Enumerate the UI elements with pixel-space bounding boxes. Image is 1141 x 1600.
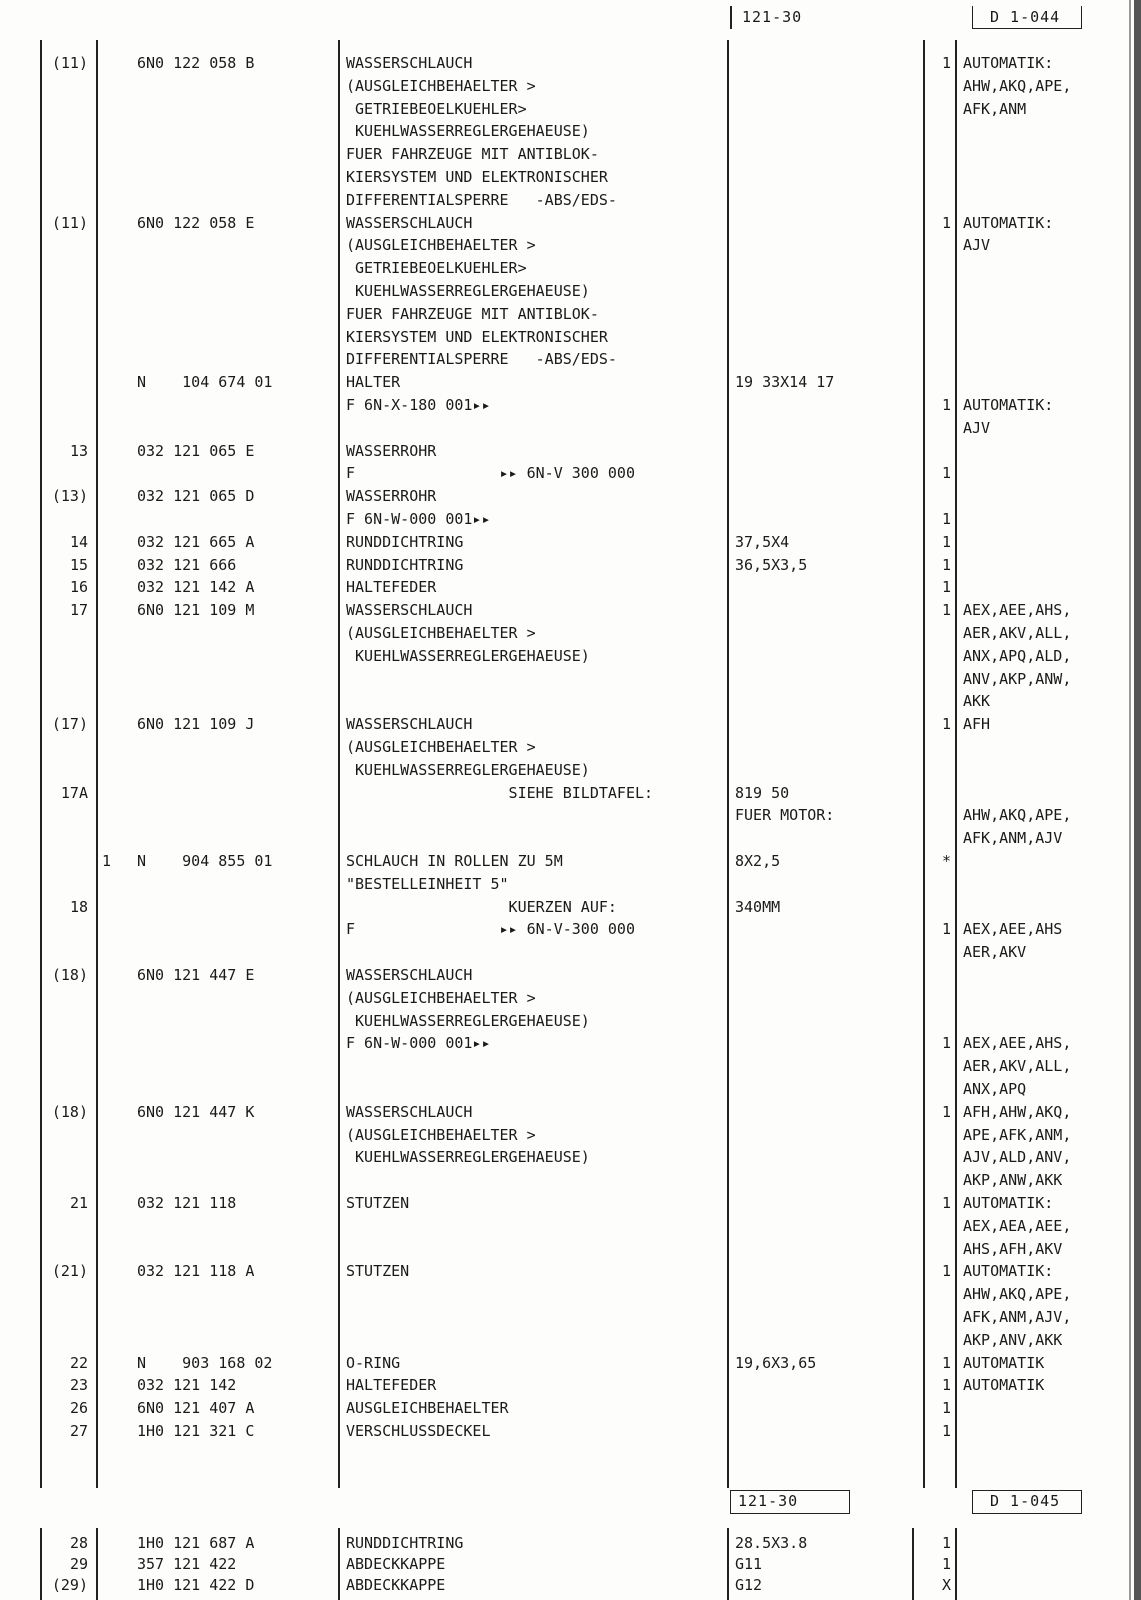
description: RUNDDICHTRING	[346, 532, 464, 551]
remark: ANX,APQ,ALD,	[963, 646, 1072, 665]
quantity: 1	[941, 715, 951, 734]
remark: AER,AKV,ALL,	[963, 624, 1072, 642]
position-number: 18	[69, 897, 88, 916]
part-number: N 104 674 01	[137, 373, 273, 392]
part-number: 032 121 118 A	[137, 1262, 255, 1281]
quantity: *	[941, 852, 951, 870]
scan-edge-line	[1129, 0, 1131, 1600]
col-line-2	[96, 40, 98, 1488]
part-number: 1H0 121 687 A	[137, 1534, 255, 1552]
remark: AUTOMATIK:	[963, 396, 1054, 414]
description: GETRIEBEOELKUEHLER>	[346, 259, 527, 278]
description: (AUSGLEICHBEHAELTER >	[346, 624, 536, 642]
dimension: 19 33X14 17	[735, 373, 835, 392]
quantity: 1	[941, 54, 951, 72]
description: FUER FAHRZEUGE MIT ANTIBLOK-	[346, 304, 599, 323]
header-box-section	[730, 6, 732, 29]
description: WASSERSCHLAUCH	[346, 213, 473, 232]
quantity: X	[941, 1576, 951, 1594]
col2-line-6	[955, 1528, 957, 1600]
position-number: 26	[69, 1399, 88, 1418]
quantity: 1	[941, 532, 951, 551]
position-number: 22	[69, 1353, 88, 1372]
marker: 1	[102, 852, 112, 870]
position-number: (11)	[51, 54, 88, 72]
description: WASSERROHR	[346, 487, 437, 506]
quantity: 1	[941, 1399, 951, 1418]
remark: AHW,AKQ,APE,	[963, 806, 1072, 825]
page-header-bottom	[0, 1490, 1141, 1520]
description: WASSERROHR	[346, 441, 437, 460]
part-number: 032 121 142 A	[137, 578, 255, 597]
remark: AEX,AEE,AHS,	[963, 601, 1072, 620]
description: F ▸▸ 6N-V-300 000	[346, 920, 635, 939]
part-number: 6N0 121 447 K	[137, 1102, 255, 1121]
col2-line-4	[727, 1528, 729, 1600]
remark: AFK,ANM	[963, 99, 1027, 118]
remark: AUTOMATIK	[963, 1353, 1045, 1372]
remark: AHW,AKQ,APE,	[963, 76, 1072, 95]
description: DIFFERENTIALSPERRE -ABS/EDS-	[346, 190, 617, 209]
position-number: (18)	[51, 966, 88, 984]
page-header-top	[0, 0, 1141, 30]
position-number: (17)	[51, 715, 88, 734]
description: ABDECKKAPPE	[346, 1555, 446, 1573]
remark: ANV,AKP,ANW,	[963, 669, 1072, 688]
description: ABDECKKAPPE	[346, 1576, 446, 1594]
remark: AUTOMATIK:	[963, 213, 1054, 232]
remark: AER,AKV,ALL,	[963, 1057, 1072, 1076]
quantity: 1	[941, 510, 951, 528]
remark: AUTOMATIK:	[963, 1194, 1054, 1212]
position-number: 14	[69, 532, 88, 551]
description: KUEHLWASSERREGLERGEHAEUSE)	[346, 122, 590, 141]
description: SCHLAUCH IN ROLLEN ZU 5M	[346, 852, 563, 870]
position-number: (18)	[51, 1102, 88, 1121]
description: KUERZEN AUF:	[346, 897, 617, 916]
remark: AUTOMATIK:	[963, 1262, 1054, 1281]
quantity: 1	[941, 1194, 951, 1212]
description: SIEHE BILDTAFEL:	[346, 783, 654, 802]
quantity: 1	[941, 1376, 951, 1395]
remark: AER,AKV	[963, 943, 1027, 962]
position-number: 13	[69, 441, 88, 460]
dimension: 37,5X4	[735, 532, 790, 551]
remark: AEX,AEE,AHS,	[963, 1034, 1072, 1053]
position-number: 28	[69, 1534, 88, 1552]
remark: AEX,AEA,AEE,	[963, 1216, 1072, 1235]
description: F 6N-W-000 001▸▸	[346, 1034, 491, 1053]
quantity: 1	[941, 1034, 951, 1053]
dimension: 19,6X3,65	[735, 1353, 817, 1372]
part-number: 6N0 121 407 A	[137, 1399, 255, 1418]
description: RUNDDICHTRING	[346, 555, 464, 574]
description: KUEHLWASSERREGLERGEHAEUSE)	[346, 760, 590, 779]
quantity: 1	[941, 601, 951, 620]
description: HALTEFEDER	[346, 578, 437, 597]
header2-page: D 1-045	[990, 1492, 1061, 1510]
description: WASSERSCHLAUCH	[346, 601, 473, 620]
position-number: 27	[69, 1422, 88, 1440]
remark: APE,AFK,ANM,	[963, 1125, 1072, 1144]
description: (AUSGLEICHBEHAELTER >	[346, 76, 536, 95]
description: KUEHLWASSERREGLERGEHAEUSE)	[346, 646, 590, 665]
quantity: 1	[941, 1422, 951, 1440]
position-number: (13)	[51, 487, 88, 506]
position-number: (11)	[51, 213, 88, 232]
remark: AEX,AEE,AHS	[963, 920, 1063, 939]
dimension: 819 50	[735, 783, 790, 802]
quantity: 1	[941, 1262, 951, 1281]
position-number: 16	[69, 578, 88, 597]
part-number: 6N0 122 058 E	[137, 213, 255, 232]
remark: AKP,ANV,AKK	[963, 1330, 1063, 1349]
col-line-3	[338, 40, 340, 1488]
remark: AUTOMATIK	[963, 1376, 1045, 1395]
description: STUTZEN	[346, 1262, 410, 1281]
header-section: 121-30	[742, 8, 803, 26]
part-number: 032 121 665 A	[137, 532, 255, 551]
description: F 6N-X-180 001▸▸	[346, 396, 491, 414]
remark: AFH,AHW,AKQ,	[963, 1102, 1072, 1121]
quantity: 1	[941, 1102, 951, 1121]
description: GETRIEBEOELKUEHLER>	[346, 99, 527, 118]
remark: AJV	[963, 418, 991, 437]
description: (AUSGLEICHBEHAELTER >	[346, 1125, 536, 1144]
position-number: (21)	[51, 1262, 88, 1281]
description: HALTEFEDER	[346, 1376, 437, 1395]
quantity: 1	[941, 920, 951, 939]
remark: AUTOMATIK:	[963, 54, 1054, 72]
quantity: 1	[941, 1353, 951, 1372]
part-number: 032 121 065 E	[137, 441, 255, 460]
part-number: 6N0 121 109 J	[137, 715, 255, 734]
position-number: 23	[69, 1376, 88, 1395]
part-number: 1H0 121 321 C	[137, 1422, 255, 1440]
description: VERSCHLUSSDECKEL	[346, 1422, 491, 1440]
quantity: 1	[941, 578, 951, 597]
part-number: 6N0 121 447 E	[137, 966, 255, 984]
part-number: 032 121 142	[137, 1376, 237, 1395]
remark: AFK,ANM,AJV,	[963, 1308, 1072, 1326]
description: WASSERSCHLAUCH	[346, 715, 473, 734]
description: RUNDDICHTRING	[346, 1534, 464, 1552]
part-number: 6N0 122 058 B	[137, 54, 255, 72]
description: DIFFERENTIALSPERRE -ABS/EDS-	[346, 350, 617, 369]
remark: AJV,ALD,ANV,	[963, 1148, 1072, 1167]
header-page: D 1-044	[990, 8, 1061, 26]
position-number: (29)	[51, 1576, 88, 1594]
part-number: 032 121 118	[137, 1194, 237, 1212]
description: KIERSYSTEM UND ELEKTRONISCHER	[346, 168, 608, 186]
quantity: 1	[941, 555, 951, 574]
col2-line-3	[338, 1528, 340, 1600]
scan-edge	[1134, 0, 1141, 1600]
description: AUSGLEICHBEHAELTER	[346, 1399, 509, 1418]
part-number: 6N0 121 109 M	[137, 601, 255, 620]
description: HALTER	[346, 373, 401, 392]
description: KIERSYSTEM UND ELEKTRONISCHER	[346, 327, 608, 346]
remark: AFH	[963, 715, 991, 734]
description: (AUSGLEICHBEHAELTER >	[346, 738, 536, 756]
description: KUEHLWASSERREGLERGEHAEUSE)	[346, 1011, 590, 1030]
quantity: 1	[941, 1534, 951, 1552]
part-number: 032 121 666	[137, 555, 237, 574]
part-number: N 904 855 01	[137, 852, 273, 870]
part-number: 032 121 065 D	[137, 487, 255, 506]
dimension: FUER MOTOR:	[735, 806, 835, 825]
remark: AKP,ANW,AKK	[963, 1171, 1063, 1190]
position-number: 17	[69, 601, 88, 620]
col2-line-5	[912, 1528, 914, 1600]
dimension: 340MM	[735, 897, 781, 916]
description: WASSERSCHLAUCH	[346, 966, 473, 984]
remark: AKK	[963, 692, 991, 711]
description: FUER FAHRZEUGE MIT ANTIBLOK-	[346, 145, 599, 164]
quantity: 1	[941, 464, 951, 483]
col-line-6	[955, 40, 957, 1488]
description: KUEHLWASSERREGLERGEHAEUSE)	[346, 282, 590, 300]
description: STUTZEN	[346, 1194, 410, 1212]
quantity: 1	[941, 213, 951, 232]
header2-section: 121-30	[738, 1492, 799, 1510]
dimension: G11	[735, 1555, 763, 1573]
description: WASSERSCHLAUCH	[346, 1102, 473, 1121]
description: O-RING	[346, 1353, 401, 1372]
remark: AHS,AFH,AKV	[963, 1239, 1063, 1258]
remark: ANX,APQ	[963, 1080, 1027, 1098]
position-number: 17A	[60, 783, 88, 802]
col-line-4	[727, 40, 729, 1488]
remark: AJV	[963, 236, 991, 255]
remark: AFK,ANM,AJV	[963, 829, 1063, 848]
description: (AUSGLEICHBEHAELTER >	[346, 236, 536, 255]
part-number: 1H0 121 422 D	[137, 1576, 255, 1594]
position-number: 21	[69, 1194, 88, 1212]
dimension: G12	[735, 1576, 763, 1594]
dimension: 28.5X3.8	[735, 1534, 808, 1552]
dimension: 36,5X3,5	[735, 555, 808, 574]
part-number: 357 121 422	[137, 1555, 237, 1573]
description: "BESTELLEINHEIT 5"	[346, 874, 509, 893]
col2-line-2	[96, 1528, 98, 1600]
description: KUEHLWASSERREGLERGEHAEUSE)	[346, 1148, 590, 1167]
quantity: 1	[941, 1555, 951, 1573]
remark: AHW,AKQ,APE,	[963, 1285, 1072, 1304]
quantity: 1	[941, 396, 951, 414]
description: (AUSGLEICHBEHAELTER >	[346, 988, 536, 1007]
description: F ▸▸ 6N-V 300 000	[346, 464, 635, 483]
position-number: 15	[69, 555, 88, 574]
dimension: 8X2,5	[735, 852, 781, 870]
description: F 6N-W-000 001▸▸	[346, 510, 491, 528]
part-number: N 903 168 02	[137, 1353, 273, 1372]
description: WASSERSCHLAUCH	[346, 54, 473, 72]
position-number: 29	[69, 1555, 88, 1573]
